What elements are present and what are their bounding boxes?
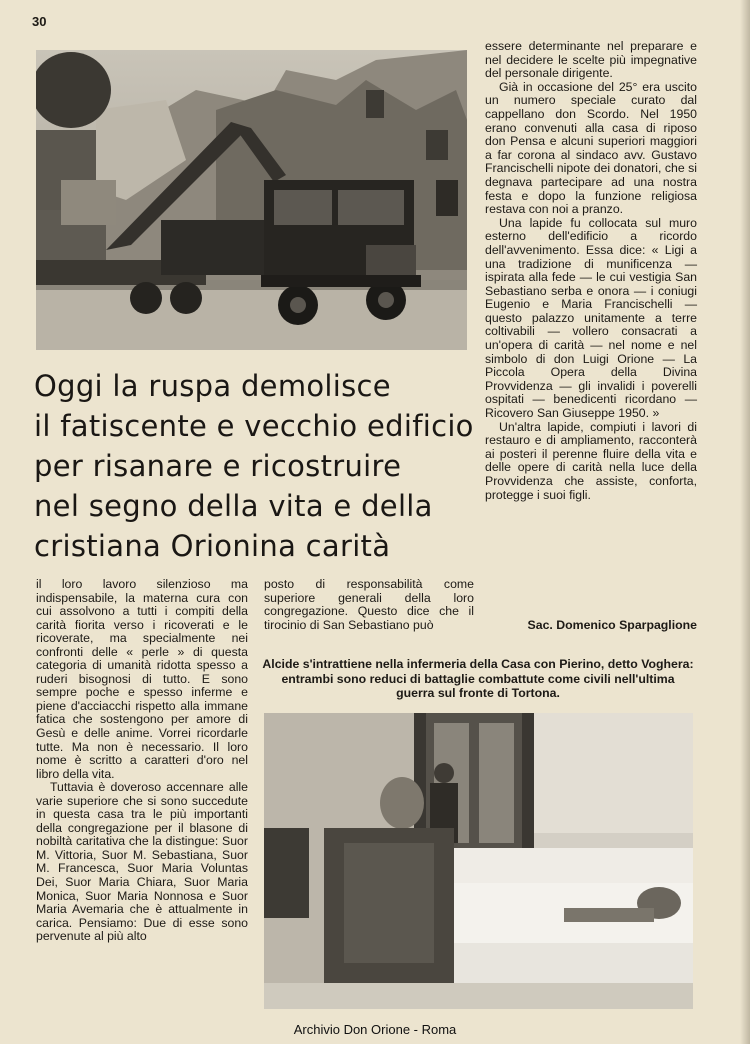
page-number: 30 (32, 14, 47, 29)
author-signature: Sac. Domenico Sparpaglione (527, 618, 697, 632)
headline-line: nel segno della vita e della (34, 489, 433, 523)
demolition-photo (36, 50, 467, 350)
page-edge-shadow (740, 0, 750, 1044)
headline-line: Oggi la ruspa demolisce (34, 369, 391, 403)
middle-text-column (264, 578, 474, 632)
photo-caption: Alcide s'intrattiene nella infermeria della Casa con Pierino, detto Voghera: entrambi sono reduci di battaglie combattute come civili nell'ultima guerra sul fronte di Tortona. (262, 657, 694, 700)
right-text-column (485, 40, 697, 502)
article-headline (34, 366, 474, 566)
paragraph: Tuttavia è doveroso accennare alle varie superiore che si sono succedute in questa casa tra le più importanti della congregazione per il blasone di nobiltà caritativa che la distingue: Suor M. Vittoria, Suor M. Sebastiana, Suor M. Francesca, Suor Maria Voluntas Dei, Suor Maria Chiara, Suor Maria Monica, Suor Maria Nonnosa e Suor Maria Avemaria che è attualmente in carica. Pensiamo: Due di esse sono pervenute al più alto (36, 780, 248, 944)
paragraph: Un'altra lapide, compiuti i lavori di restauro e di ampliamento, racconterà ai posteri il perenne fluire della vita e delle opere di carità nella luce della Provvidenza che assiste, conforta, protegge i suoi figli. (485, 419, 697, 502)
headline-line: cristiana Orionina carità (34, 529, 391, 563)
headline-line: il fatiscente e vecchio edificio (34, 409, 474, 443)
paragraph: Già in occasione del 25° era uscito un numero speciale curato dal cappellano don Scordo. Nel 1950 erano convenuti alla casa di riposo don Pensa e alcuni superiori maggiori a far corona al sindaco avv. Gustavo Francischelli nipote dei donatori, che si degnava partecipare ad una nostra festa e dopo la funzione religiosa restava con noi a pranzo. (485, 79, 697, 217)
left-text-column (36, 578, 248, 944)
paragraph: il loro lavoro silenzioso ma indispensabile, la materna cura con cui assolvono a tutti i compiti della carità fiorita verso i ricoverati e le ricoverate, ma specialmente nei confronti delle « perle » di questa categoria di umanità ridotta spesso a ruderi bisognosi di tutto. E sono sempre poche e spesso inferme e piene d'acciacchi rispetto alla immane fatica che sostengono per amore di Gesù e delle anime. Vorrei ricordarle tutte. Ma non è necessario. Il loro nome è scritto a caratteri d'oro nel libro della vita. (36, 577, 248, 781)
headline-line: per risanare e ricostruire (34, 449, 402, 483)
paragraph: essere determinante nel preparare e nel decidere le scelte più impegnative del personale dirigente. (485, 39, 697, 81)
paragraph: posto di responsabilità come superiore generali della loro congregazione. Questo dice che il tirocinio di San Sebastiano può (264, 577, 474, 632)
archive-footer: Archivio Don Orione - Roma (293, 1022, 457, 1037)
infirmary-photo (264, 713, 693, 1009)
paragraph: Una lapide fu collocata sul muro esterno dell'edificio a ricordo dell'avvenimento. Essa dice: « Ligi a una tradizione di munificenza — ispirata alla fede — le cui vestigia San Sebastiano serba e onora — i coniugi Eugenio e Maria Francischelli — questo palazzo unitamente a terre coltivabili — vollero consacrati a un'opera di carità — nel nome e nel simbolo di don Luigi Orione — La Piccola Opera della Divina Provvidenza — gli invalidi i poverelli ospitati — benedicenti ricordano — Ricovero San Giuseppe 1950. » (485, 215, 697, 421)
